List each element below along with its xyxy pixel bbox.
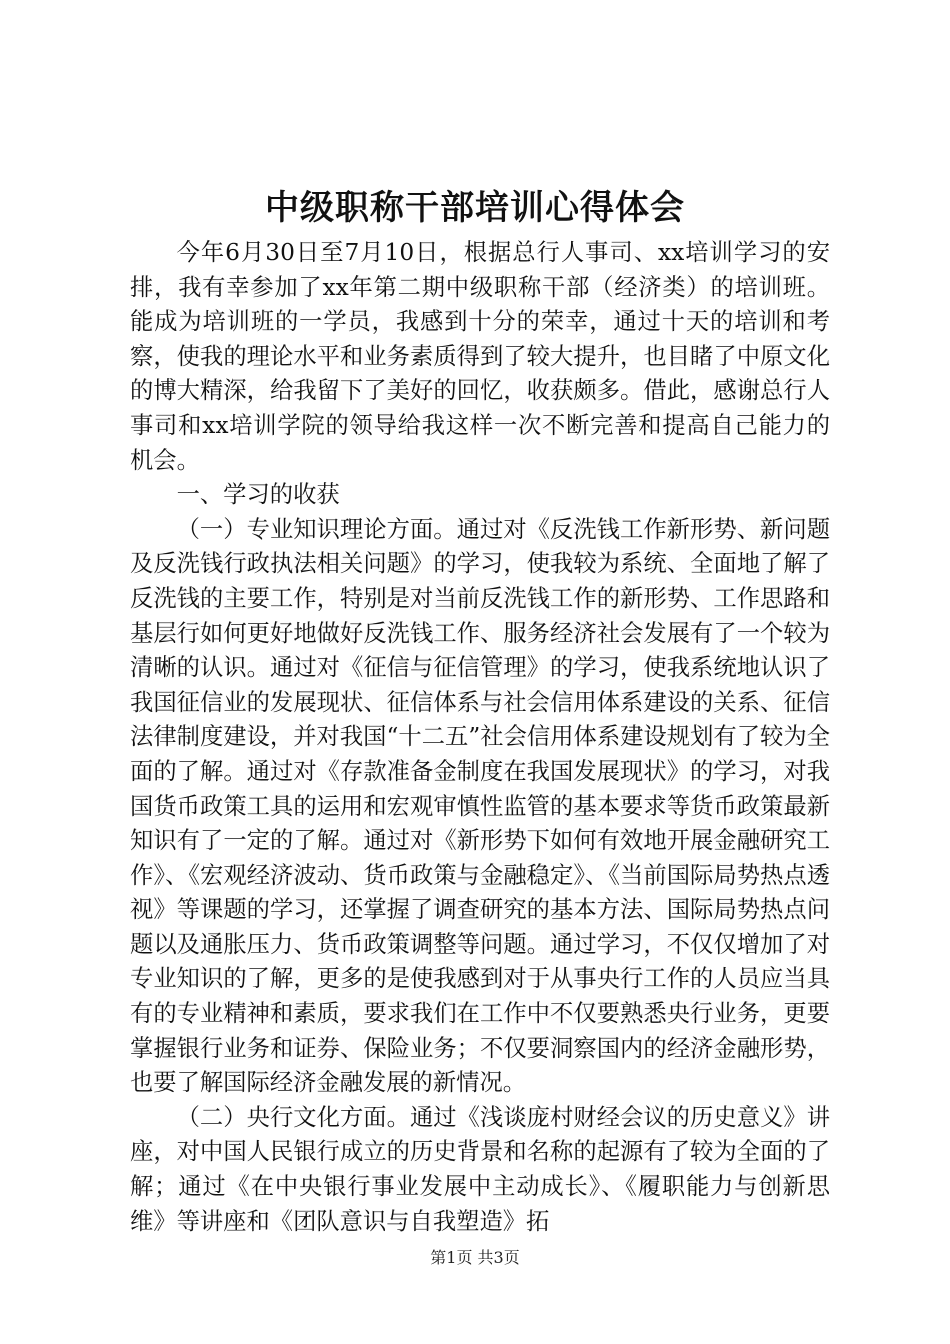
page-number-footer: 第1页 共3页 — [430, 1248, 520, 1267]
paragraph-professional-knowledge: （一）专业知识理论方面。通过对《反洗钱工作新形势、新问题及反洗钱行政执法相关问题》的学习，使我较为系统、全面地了解了反洗钱的主要工作，特别是对当前反洗钱工作的新形势、工作思路和基层行如何更好地做好反洗钱工作、服务经济社会发展有了一个较为清晰的认识。通过对《征信与征信管理》的学习，使我系统地认识了我国征信业的发展现状、征信体系与社会信用体系建设的关系、征信法律制度建设，并对我国“十二五”社会信用体系建设规划有了较为全面的了解。通过对《存款准备金制度在我国发展现状》的学习，对我国货币政策工具的运用和宏观审慎性监管的基本要求等货币政策最新知识有了一定的了解。通过对《新形势下如何有效地开展金融研究工作》、《宏观经济波动、货币政策与金融稳定》、《当前国际局势热点透视》等课题的学习，还掌握了调查研究的基本方法、国际局势热点问题以及通胀压力、货币政策调整等问题。通过学习，不仅仅增加了对专业知识的了解，更多的是使我感到对于从事央行工作的人员应当具有的专业精神和素质，要求我们在工作中不仅要熟悉央行业务，更要掌握银行业务和证券、保险业务；不仅要洞察国内的经济金融形势，也要了解国际经济金融发展的新情况。 — [130, 515, 830, 1097]
paragraph-central-bank-culture: （二）央行文化方面。通过《浅谈庞村财经会议的历史意义》讲座，对中国人民银行成立的历史背景和名称的起源有了较为全面的了解；通过《在中央银行事业发展中主动成长》、《履职能力与创新思维》等讲座和《团队意识与自我塑造》拓 — [130, 1103, 830, 1235]
paragraph-intro: 今年6月30日至7月10日，根据总行人事司、xx培训学习的安排，我有幸参加了xx年第二期中级职称干部（经济类）的培训班。能成为培训班的一学员，我感到十分的荣幸，通过十天的培训和考察，使我的理论水平和业务素质得到了较大提升，也目睹了中原文化的博大精深，给我留下了美好的回忆，收获颇多。借此，感谢总行人事司和xx培训学院的领导给我这样一次不断完善和提高自己能力的机会。 — [130, 239, 830, 474]
section-heading: 一、学习的收获 — [176, 481, 340, 509]
document-title: 中级职称干部培训心得体会 — [265, 188, 685, 228]
document-body — [130, 236, 830, 1239]
